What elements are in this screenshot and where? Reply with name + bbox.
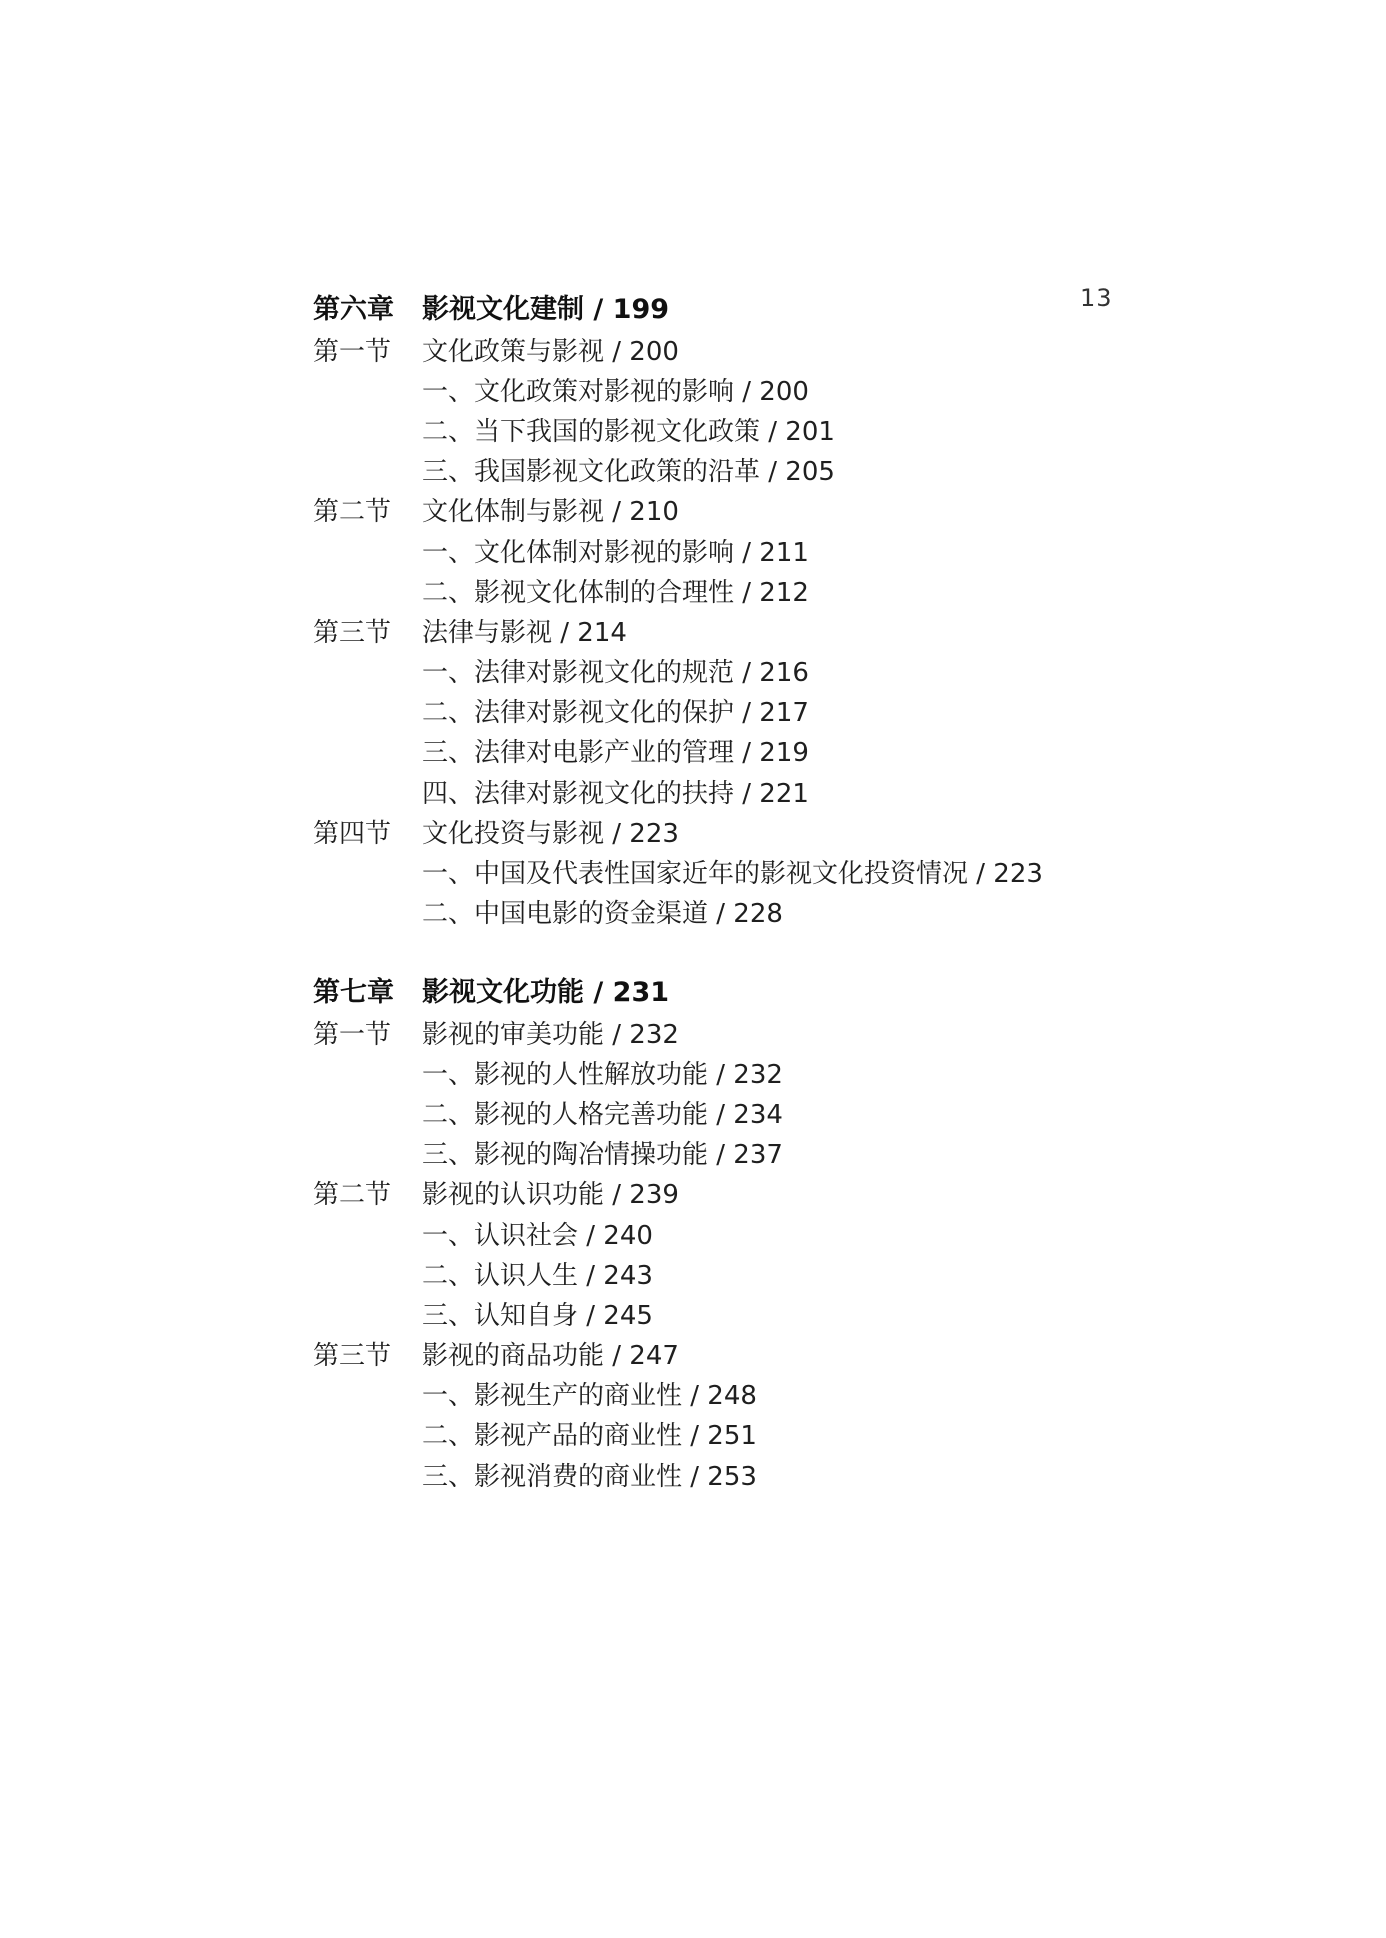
- subsection-row: 二、当下我国的影视文化政策 / 201: [422, 416, 835, 447]
- section-row: [313, 811, 1213, 851]
- chapter-label: 第六章: [313, 293, 394, 325]
- section-row: [313, 1334, 1213, 1374]
- subsection-row: 二、影视文化体制的合理性 / 212: [422, 577, 809, 608]
- section-title: 影视的商品功能 / 247: [422, 1341, 679, 1372]
- subsection-row: 一、影视的人性解放功能 / 232: [422, 1059, 783, 1090]
- section-label: 第四节: [313, 818, 392, 849]
- chapter-heading: [313, 966, 1213, 1012]
- chapter-title: 影视文化功能 / 231: [422, 976, 670, 1008]
- subsection-row: 三、认知自身 / 245: [422, 1300, 653, 1331]
- section-label: 第二节: [313, 497, 392, 528]
- subsection-row: 一、影视生产的商业性 / 248: [422, 1381, 757, 1412]
- subsection-row: 三、我国影视文化政策的沿革 / 205: [422, 457, 835, 488]
- chapter-label: 第七章: [313, 976, 394, 1008]
- subsection-row: 二、影视产品的商业性 / 251: [422, 1421, 757, 1452]
- subsection-row: 一、文化体制对影视的影响 / 211: [422, 537, 809, 568]
- section-label: 第二节: [313, 1180, 392, 1211]
- subsection-row: 二、中国电影的资金渠道 / 228: [422, 899, 783, 930]
- subsection-row: 一、文化政策对影视的影响 / 200: [422, 376, 809, 407]
- section-title: 影视的审美功能 / 232: [422, 1019, 679, 1050]
- section-title: 影视的认识功能 / 239: [422, 1180, 679, 1211]
- section-row: [313, 329, 1213, 369]
- section-title: 文化投资与影视 / 223: [422, 818, 679, 849]
- subsection-row: 四、法律对影视文化的扶持 / 221: [422, 778, 809, 809]
- section-title: 法律与影视 / 214: [422, 617, 627, 648]
- subsection-row: 一、认识社会 / 240: [422, 1220, 653, 1251]
- section-row: [313, 490, 1213, 530]
- subsection-row: 三、影视消费的商业性 / 253: [422, 1461, 757, 1492]
- section-row: [313, 1012, 1213, 1052]
- chapter-6: [313, 283, 1213, 932]
- chapter-heading: [313, 283, 1213, 329]
- page-number: 13: [1080, 284, 1113, 312]
- subsection-row: 二、影视的人格完善功能 / 234: [422, 1099, 783, 1130]
- subsection-row: 一、法律对影视文化的规范 / 216: [422, 658, 809, 689]
- subsection-row: 二、法律对影视文化的保护 / 217: [422, 698, 809, 729]
- section-label: 第三节: [313, 1341, 392, 1372]
- section-label: 第三节: [313, 617, 392, 648]
- section-label: 第一节: [313, 336, 392, 367]
- section-title: 文化政策与影视 / 200: [422, 336, 679, 367]
- section-row: [313, 610, 1213, 650]
- subsection-row: 二、认识人生 / 243: [422, 1260, 653, 1291]
- subsection-row: 一、中国及代表性国家近年的影视文化投资情况 / 223: [422, 859, 1043, 890]
- section-title: 文化体制与影视 / 210: [422, 497, 679, 528]
- section-label: 第一节: [313, 1019, 392, 1050]
- subsection-row: 三、法律对电影产业的管理 / 219: [422, 738, 809, 769]
- chapter-title: 影视文化建制 / 199: [422, 293, 670, 325]
- chapter-7: [313, 966, 1213, 1494]
- section-row: [313, 1173, 1213, 1213]
- subsection-row: 三、影视的陶冶情操功能 / 237: [422, 1140, 783, 1171]
